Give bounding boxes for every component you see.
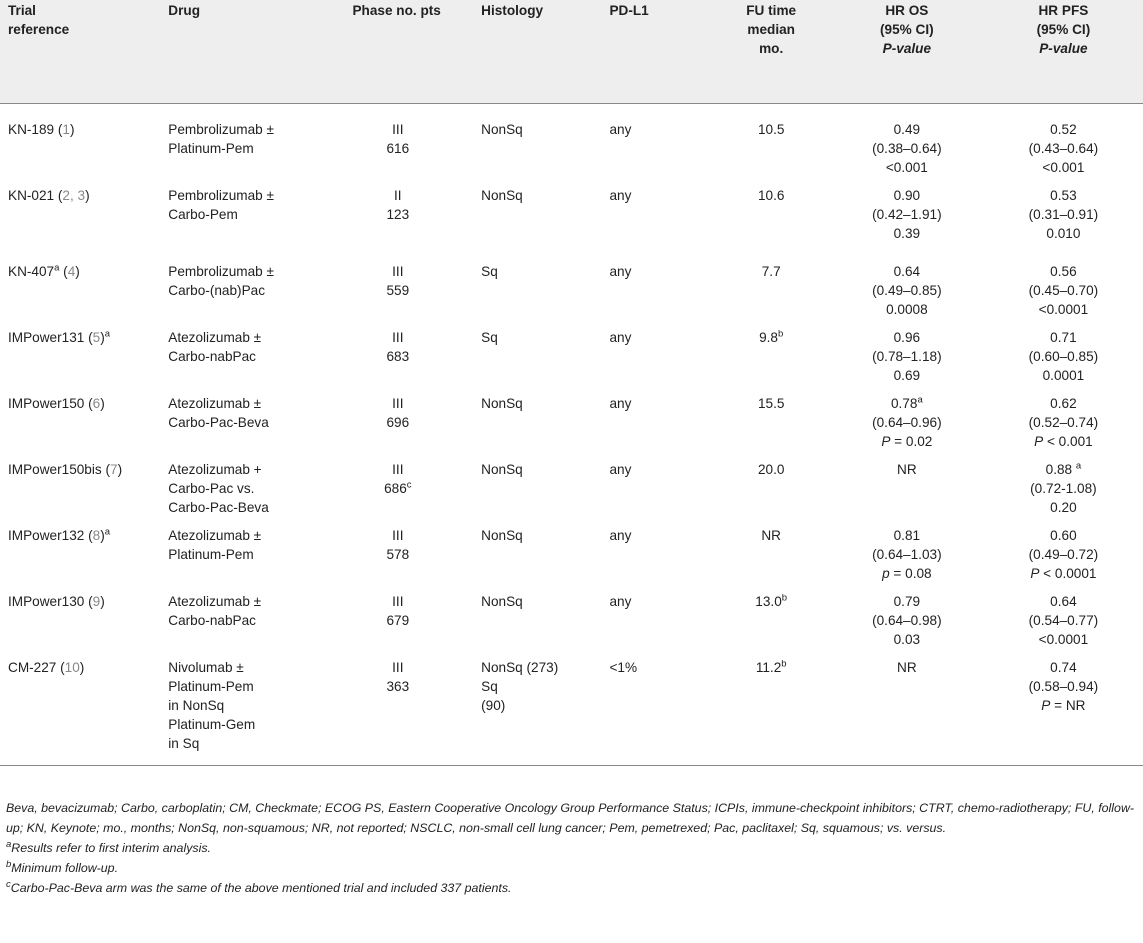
cell-pdl1: any <box>609 461 632 477</box>
cell-fu: 10.6 <box>757 187 785 203</box>
footnote-c: $^c$Carbo-Pac-Beva arm was the same of the above mentioned trial and included 337 patients. <box>6 878 512 895</box>
footnote-a: $^a$Results refer to first interim analysis. <box>6 838 211 855</box>
cell-fu: NR <box>761 527 781 543</box>
cell-hr-pfs: 0.52 (0.43–0.64) <0.001 <box>1028 121 1099 175</box>
cell-histology: NonSq <box>481 395 523 411</box>
cell-drug: Pembrolizumab ± Carbo-(nab)Pac <box>168 263 274 298</box>
cell-hr-pfs: 0.53 (0.31–0.91) 0.010 <box>1028 187 1099 241</box>
cell-drug: Pembrolizumab ± Platinum-Pem <box>168 121 274 156</box>
cell-hr-os: 0.81 (0.64–1.03) p = 0.08 <box>872 527 942 581</box>
cell-phase: III 616 <box>386 121 410 156</box>
footnotes <box>6 798 1136 898</box>
header-hr-os: HR OS (95% CI) P-value <box>880 3 934 56</box>
cell-histology: NonSq <box>481 527 523 543</box>
cell-hr-pfs: 0.88 $^a$ (0.72-1.08) 0.20 <box>1030 459 1097 515</box>
cell-hr-os: 0.78$^a$ (0.64–0.96) P = 0.02 <box>872 393 942 449</box>
cell-pdl1: any <box>609 329 632 345</box>
cell-drug: Atezolizumab ± Carbo-Pac-Beva <box>168 395 269 430</box>
cell-pdl1: any <box>609 187 632 203</box>
cell-trial: IMPower150bis (7) <box>8 461 123 477</box>
cell-fu: 15.5 <box>757 395 785 411</box>
cell-phase: III 696 <box>386 395 410 430</box>
table-row <box>0 451 1143 517</box>
table-row <box>0 103 1143 177</box>
cell-phase: III 578 <box>386 527 410 562</box>
cell-pdl1: <1% <box>609 659 638 675</box>
cell-hr-pfs: 0.60 (0.49–0.72) P < 0.0001 <box>1028 527 1099 581</box>
table-row <box>0 583 1143 649</box>
cell-trial: IMPower132 $(8)^a$ <box>8 525 111 543</box>
cell-hr-pfs: 0.74 (0.58–0.94) P = NR <box>1028 659 1099 713</box>
cell-histology: NonSq (273) Sq (90) <box>481 659 559 713</box>
cell-hr-os: NR <box>897 461 917 477</box>
cell-fu: 11.2$^b$ <box>755 657 787 675</box>
cell-hr-pfs: 0.56 (0.45–0.70) <0.0001 <box>1028 263 1099 317</box>
cell-histology: Sq <box>481 329 498 345</box>
cell-drug: Pembrolizumab ± Carbo-Pem <box>168 187 274 222</box>
header-fu: FU time median mo. <box>746 3 797 56</box>
cell-histology: NonSq <box>481 593 523 609</box>
cell-phase: III 363 <box>386 659 410 694</box>
cell-drug: Atezolizumab ± Platinum-Pem <box>168 527 262 562</box>
cell-phase: III 686$^c$ <box>384 461 412 496</box>
table-row <box>0 177 1143 253</box>
cell-pdl1: any <box>609 527 632 543</box>
cell-phase: III 559 <box>386 263 410 298</box>
cell-fu: 9.8$^b$ <box>759 327 784 345</box>
cell-drug: Atezolizumab + Carbo-Pac vs. Carbo-Pac-Beva <box>168 461 269 515</box>
table-row <box>0 385 1143 451</box>
cell-fu: 10.5 <box>757 121 785 137</box>
cell-hr-pfs: 0.62 (0.52–0.74) P < 0.001 <box>1028 395 1099 449</box>
cell-phase: II 123 <box>386 187 410 222</box>
cell-phase: III 679 <box>386 593 410 628</box>
cell-histology: NonSq <box>481 187 523 203</box>
cell-drug: Atezolizumab ± Carbo-nabPac <box>168 329 262 364</box>
cell-drug: Nivolumab ± Platinum-Pem in NonSq Platinum-Gem in Sq <box>168 659 256 751</box>
table-row <box>0 253 1143 319</box>
cell-hr-os: NR <box>897 659 917 675</box>
table-row <box>0 517 1143 583</box>
cell-trial: IMPower150 (6) <box>8 395 105 411</box>
cell-hr-os: 0.90 (0.42–1.91) 0.39 <box>872 187 942 241</box>
table-body <box>0 103 1143 765</box>
table-header <box>0 0 1143 103</box>
cell-fu: 13.0$^b$ <box>755 591 788 609</box>
cell-trial: IMPower131 $(5)^a$ <box>8 327 111 345</box>
cell-fu: 20.0 <box>757 461 785 477</box>
table-row <box>0 649 1143 766</box>
header-trial: Trial reference <box>8 3 70 37</box>
cell-phase: III 683 <box>386 329 410 364</box>
header-histology: Histology <box>481 3 544 18</box>
cell-pdl1: any <box>609 593 632 609</box>
cell-hr-pfs: 0.71 (0.60–0.85) 0.0001 <box>1028 329 1099 383</box>
cell-hr-os: 0.79 (0.64–0.98) 0.03 <box>872 593 942 647</box>
cell-trial: KN-021 (2, 3) <box>8 187 90 203</box>
cell-trial: KN-407$^a$ (4) <box>8 261 80 279</box>
cell-hr-os: 0.64 (0.49–0.85) 0.0008 <box>872 263 942 317</box>
cell-drug: Atezolizumab ± Carbo-nabPac <box>168 593 262 628</box>
cell-trial: CM-227 (10) <box>8 659 85 675</box>
cell-trial: KN-189 (1) <box>8 121 75 137</box>
cell-pdl1: any <box>609 121 632 137</box>
cell-trial: IMPower130 (9) <box>8 593 105 609</box>
table-row <box>0 319 1143 385</box>
cell-histology: NonSq <box>481 121 523 137</box>
header-drug: Drug <box>168 3 200 18</box>
cell-hr-pfs: 0.64 (0.54–0.77) <0.0001 <box>1028 593 1099 647</box>
header-hr-pfs: HR PFS (95% CI) P-value <box>1036 3 1091 56</box>
header-pdl1: PD-L1 <box>609 3 649 18</box>
cell-pdl1: any <box>609 263 632 279</box>
cell-hr-os: 0.96 (0.78–1.18) 0.69 <box>872 329 942 383</box>
cell-fu: 7.7 <box>761 263 781 279</box>
cell-pdl1: any <box>609 395 632 411</box>
cell-histology: Sq <box>481 263 498 279</box>
footnote-abbreviations: Beva, bevacizumab; Carbo, carboplatin; CM, Checkmate; ECOG PS, Eastern Cooperative Oncology Group Performance Status; ICPIs, immune-checkpoint inhibitors; CTRT, chemo-radiotherapy; FU, follow-up; KN, Keynote; mo., months; NonSq, non-squamous; NR, not reported; NSCLC, non-small cell lung cancer; Pem, pemetrexed; Pac, paclitaxel; Sq, squamous; vs. versus. <box>6 801 1135 835</box>
footnote-b: $^b$Minimum follow-up. <box>6 858 119 875</box>
cell-hr-os: 0.49 (0.38–0.64) <0.001 <box>872 121 942 175</box>
header-phase: Phase no. pts <box>352 3 441 18</box>
cell-histology: NonSq <box>481 461 523 477</box>
